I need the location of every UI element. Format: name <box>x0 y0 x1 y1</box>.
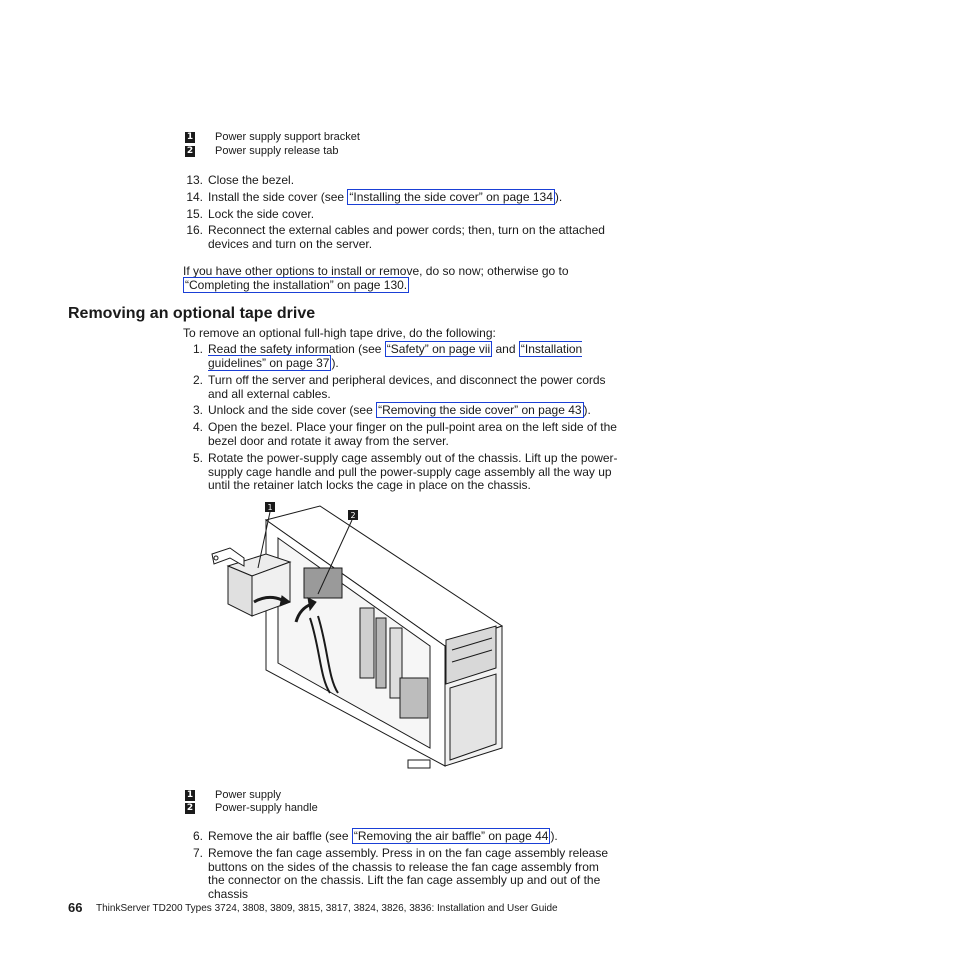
step-text: Open the bezel. Place your finger on the pull-point area on the left side of the bezel door and rotate it away from the server. <box>208 420 617 448</box>
step-text: Read the safety information (see “Safety” on page vii and “Installation guidelines” on page 37 ). <box>208 342 583 370</box>
figure-label-2 <box>348 510 358 520</box>
step-number: 5. <box>192 451 203 465</box>
continue-text: If you have other options to install or remove, do so now; otherwise go to <box>183 264 569 278</box>
server-illustration <box>200 498 530 776</box>
step-text: Lock the side cover. <box>208 207 315 221</box>
step-number: 15. <box>186 207 203 221</box>
page-number: 66 <box>68 900 83 915</box>
link-completing-installation[interactable]: “Completing the installation” on page 130. <box>185 278 408 292</box>
step-number: 7. <box>192 846 203 860</box>
callout-text: Power-supply handle <box>215 802 318 814</box>
svg-text:1: 1 <box>267 503 273 512</box>
footer-text: ThinkServer TD200 Types 3724, 3808, 3809, 3815, 3817, 3824, 3826, 3836: Installation and User Guide <box>96 903 558 914</box>
step-number: 1. <box>192 342 203 356</box>
callout-text: Power supply release tab <box>215 145 339 157</box>
step-number: 2. <box>192 373 203 387</box>
step-number: 4. <box>192 420 203 434</box>
step-text: Remove the fan cage assembly. Press in on the fan cage assembly release buttons on the sides of the chassis to release the fan cage assembly from the connector on the chassis. Lift the fan cage assembly up and out of the chassis <box>208 846 608 901</box>
step-number: 14. <box>186 190 203 204</box>
continue-paragraph <box>183 264 623 292</box>
link-removing-side-cover[interactable]: “Removing the side cover” on page 43 <box>378 403 582 417</box>
figure-label-1 <box>265 502 275 512</box>
callout-text: Power supply <box>215 789 282 801</box>
svg-text:2: 2 <box>350 511 356 520</box>
intro-text: To remove an optional full-high tape drive, do the following: <box>183 326 496 340</box>
callout-badge: 1 <box>186 132 194 142</box>
step-text: Reconnect the external cables and power cords; then, turn on the attached devices and turn on the server. <box>208 223 605 251</box>
callout-badge: 1 <box>186 790 194 800</box>
step-number: 13. <box>186 173 203 187</box>
step-text: Remove the air baffle (see “Removing the air baffle” on page 44 ). <box>208 829 558 843</box>
step-number: 3. <box>192 403 203 417</box>
step-text: Rotate the power-supply cage assembly out of the chassis. Lift up the power-supply cage handle and pull the power-supply cage assembly all the way up until the retainer latch locks the cage in place on the chassis. <box>208 451 618 492</box>
callout-badge: 2 <box>186 803 194 813</box>
callout-text: Power supply support bracket <box>215 131 360 143</box>
step-text: Turn off the server and peripheral devices, and disconnect the power cords and all external cables. <box>208 373 606 401</box>
step-text: Unlock and the side cover (see “Removing the side cover” on page 43 ). <box>208 403 591 417</box>
link-safety[interactable]: “Safety” on page vii <box>386 342 491 356</box>
step-text: Install the side cover (see “Installing the side cover” on page 134 ). <box>208 190 563 204</box>
step-text: Close the bezel. <box>208 173 295 187</box>
step-number: 16. <box>186 223 203 237</box>
section-heading: Removing an optional tape drive <box>68 305 316 322</box>
link-removing-air-baffle[interactable]: “Removing the air baffle” on page 44 <box>353 829 549 843</box>
link-installing-side-cover[interactable]: “Installing the side cover” on page 134 <box>349 190 553 204</box>
step-number: 6. <box>192 829 203 843</box>
callout-badge: 2 <box>186 146 194 156</box>
link-installation-guidelines[interactable]: “Installation guidelines” on page 37 <box>208 342 583 370</box>
